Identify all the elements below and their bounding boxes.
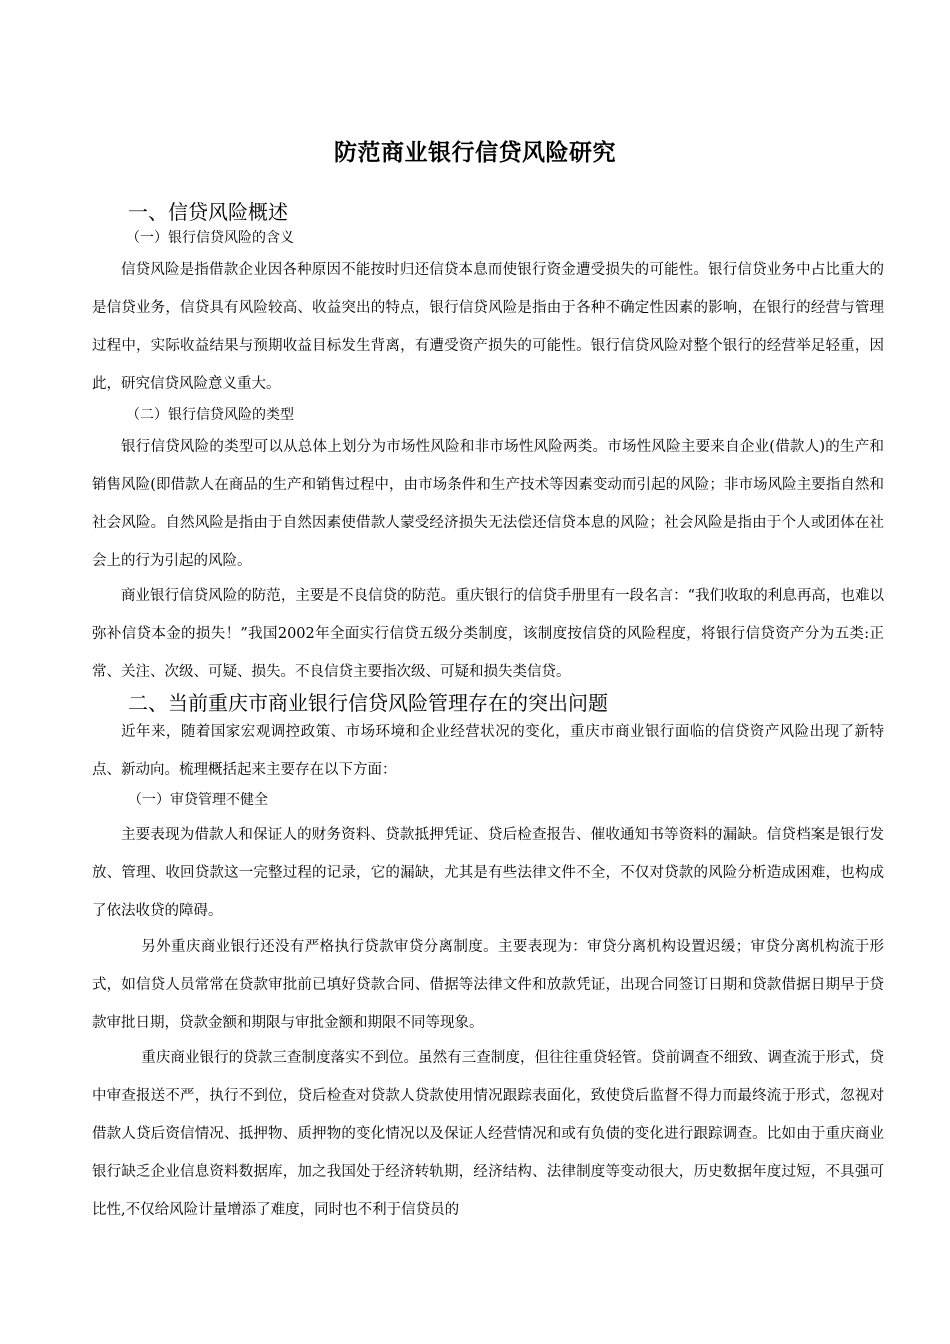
paragraph: 另外重庆商业银行还没有严格执行贷款审贷分离制度。主要表现为：审贷分离机构设置迟缓；审贷分离机构流于形式，如信贷人员常常在贷款审批前已填好贷款合同、借据等法律文件和放款凭证，出现合同签订日期和贷款借据日期早于贷款审批日期，贷款金额和期限与审批金额和期限不同等现象。 [92, 939, 884, 1031]
paragraph: 信贷风险是指借款企业因各种原因不能按时归还信贷本息而使银行资金遭受损失的可能性。银行信贷业务中占比重大的是信贷业务，信贷具有风险较高、收益突出的特点，银行信贷风险是指由于各种不确定性因素的影响，在银行的经营与管理过程中，实际收益结果与预期收益目标发生背离，有遭受资产损失的可能性。银行信贷风险对整个银行的经营举足轻重，因此，研究信贷风险意义重大。 [92, 262, 884, 392]
paragraph: 近年来，随着国家宏观调控政策、市场环境和企业经营状况的变化，重庆市商业银行面临的信贷资产风险出现了新特点、新动向。梳理概括起来主要存在以下方面： [92, 724, 884, 778]
section-1-heading: 一、信贷风险概述 [128, 200, 288, 224]
subsection-1-2-heading: （二）银行信贷风险的类型 [126, 407, 294, 423]
subsection-2-1-heading: （一）审贷管理不健全 [128, 792, 268, 808]
paragraph: 重庆商业银行的贷款三查制度落实不到位。虽然有三查制度，但往往重贷轻管。贷前调查不细致、调查流于形式，贷中审查报送不严，执行不到位，贷后检查对贷款人贷款使用情况跟踪表面化，致使贷后监督不得力而最终流于形式，忽视对借款人贷后资信情况、抵押物、质押物的变化情况以及保证人经营情况和或有负债的变化进行跟踪调查。比如由于重庆商业银行缺乏企业信息资料数据库，加之我国处于经济转轨期，经济结构、法律制度等变动很大，历史数据年度过短，不具强可比性,不仅给风险计量增添了难度，同时也不利于信贷员的 [92, 1050, 884, 1218]
section-2-heading: 二、当前重庆市商业银行信贷风险管理存在的突出问题 [128, 691, 608, 715]
paragraph: 商业银行信贷风险的防范，主要是不良信贷的防范。重庆银行的信贷手册里有一段名言：“我们收取的利息再高，也难以弥补信贷本金的损失！”我国2002年全面实行信贷五级分类制度，该制度按信贷的风险程度，将银行信贷资产分为五类:正常、关注、次级、可疑、损失。不良信贷主要指次级、可疑和损失类信贷。 [92, 588, 884, 680]
subsection-1-1-heading: （一）银行信贷风险的含义 [126, 230, 294, 246]
paragraph: 主要表现为借款人和保证人的财务资料、贷款抵押凭证、贷后检查报告、催收通知书等资料的漏缺。信贷档案是银行发放、管理、收回贷款这一完整过程的记录，它的漏缺，尤其是有些法律文件不全，不仅对贷款的风险分析造成困难，也构成了依法收贷的障碍。 [92, 827, 884, 919]
document-title: 防范商业银行信贷风险研究 [334, 140, 616, 166]
paragraph: 银行信贷风险的类型可以从总体上划分为市场性风险和非市场性风险两类。市场性风险主要来自企业(借款人)的生产和销售风险(即借款人在商品的生产和销售过程中，由市场条件和生产技术等因素变动而引起的风险；非市场风险主要指自然和社会风险。自然风险是指由于自然因素使借款人蒙受经济损失无法偿还信贷本息的风险；社会风险是指由于个人或团体在社会上的行为引起的风险。 [92, 439, 884, 569]
